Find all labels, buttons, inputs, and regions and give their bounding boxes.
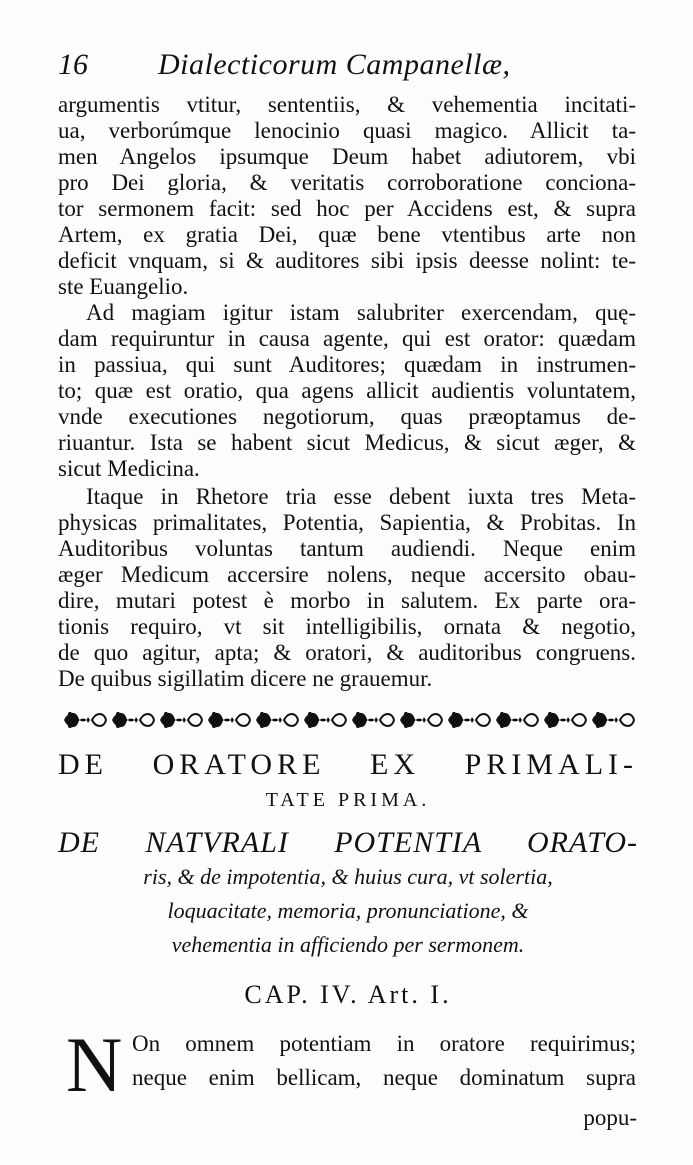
text-line: Auditoribus voluntas tantum audiendi. Neque enim	[58, 536, 636, 561]
text-line: æger Medicum accersire nolens, neque accersito obau-	[58, 562, 636, 587]
text-line: argumentis vtitur, sententiis, & vehementia incitati-	[58, 92, 636, 117]
chapter-heading: CAP. IV. Art. I.	[244, 980, 452, 1009]
running-header	[58, 48, 638, 88]
drop-cap: N	[66, 1021, 123, 1108]
text-line: men Angelos ipsumque Deum habet adiutorem, vbi	[58, 144, 636, 169]
paragraph-2	[58, 300, 636, 482]
text-line: physicas primalitates, Potentia, Sapientia, & Probitas. In	[58, 510, 636, 535]
text-line: dire, mutari potest è morbo in salutem. Ex parte ora-	[58, 588, 636, 613]
running-title: Dialecticorum Campanellæ,	[158, 48, 511, 81]
text-line: ua, verborúmque lenocinio quasi magico. Allicit ta-	[58, 118, 636, 143]
subheading-line-1: DE NATVRALI POTENTIA ORATO-	[58, 826, 638, 859]
text-line: de quo agitur, apta; & oratori, & auditoribus congruens.	[58, 640, 636, 665]
text-line: Itaque in Rhetore tria esse debent iuxta tres Meta-	[86, 484, 636, 509]
text-line: to; quæ est oratio, qua agens allicit audientis voluntatem,	[58, 378, 636, 403]
catchword: popu-	[583, 1105, 637, 1130]
text-line: vnde executiones negotiorum, quas præoptamus de-	[58, 404, 636, 429]
text-line: in passiua, qui sunt Auditores; quædam in instrumen-	[58, 352, 636, 377]
text-line: tor sermonem facit: sed hoc per Accidens est, & supra	[58, 196, 636, 221]
text-line: dam requiruntur in causa agente, qui est orator: quædam	[58, 326, 636, 351]
text-line: riuantur. Ista se habent sicut Medicus, & sicut æger, &	[58, 430, 636, 455]
paragraph-3	[58, 484, 636, 692]
chapter-text-line: On omnem potentiam in oratore requirimus;	[132, 1031, 636, 1056]
subheading-line-2: ris, & de impotentia, & huius cura, vt solertia,	[143, 864, 553, 889]
text-line: deficit vnquam, si & auditores sibi ipsis deesse nolint: te-	[58, 248, 636, 273]
text-line: tionis requiro, vt sit intelligibilis, ornata & negotio,	[58, 614, 636, 639]
section-heading-line-2: TATE PRIMA.	[265, 789, 431, 811]
text-line: pro Dei gloria, & veritatis corroboratione conciona-	[58, 170, 636, 195]
chapter-text-line: neque enim bellicam, neque dominatum supra	[132, 1065, 636, 1090]
paragraph-1	[58, 92, 636, 300]
text-line: Ad magiam igitur istam salubriter exercendam, quę-	[86, 300, 636, 325]
fleuron-border-icon	[60, 705, 636, 735]
text-line: sicut Medicina.	[58, 456, 200, 481]
page-number: 16	[58, 48, 88, 81]
section-heading-line-1: DE ORATORE EX PRIMALI-	[58, 748, 638, 781]
text-line: Artem, ex gratia Dei, quæ bene vtentibus arte non	[58, 222, 636, 247]
text-line: De quibus sigillatim dicere ne grauemur.	[58, 666, 433, 691]
subheading-line-4: vehementia in afficiendo per sermonem.	[171, 932, 525, 957]
text-line: ste Euangelio.	[58, 274, 189, 299]
subheading-line-3: loquacitate, memoria, pronunciatione, &	[167, 898, 529, 923]
